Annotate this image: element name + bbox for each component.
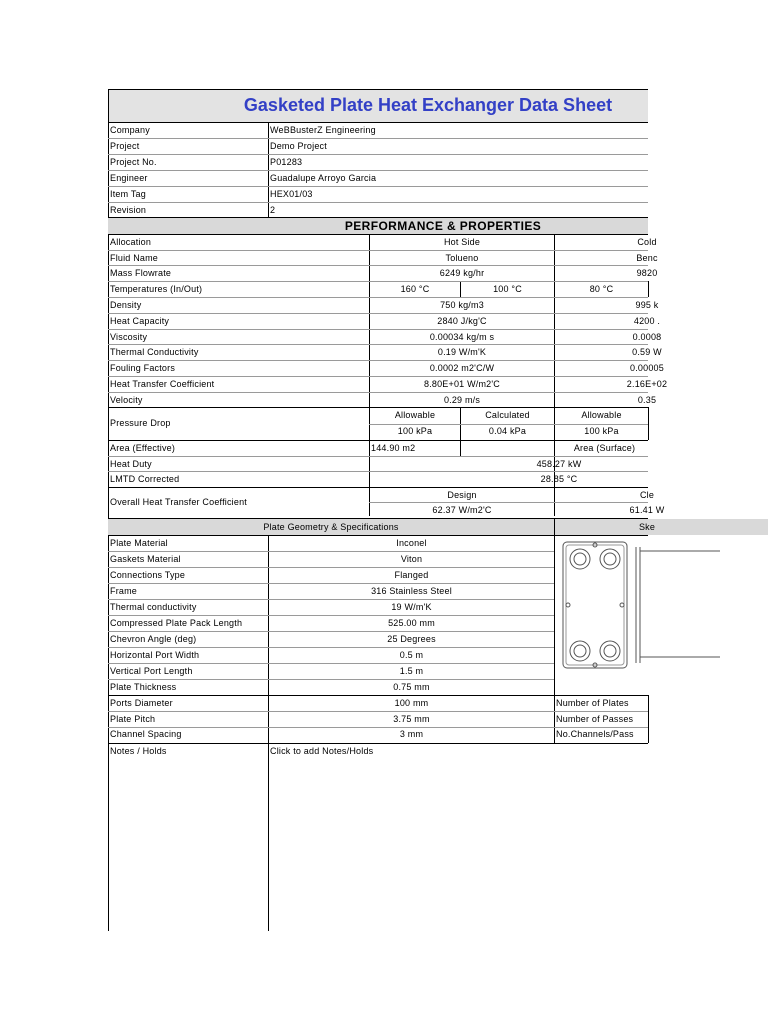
revision-value[interactable]: 2 [270, 205, 276, 215]
area-surface-label: Area (Surface) [573, 443, 636, 453]
cold-side-header: Cold [637, 237, 657, 247]
plate-thickness-value[interactable]: 0.75 mm [393, 682, 430, 692]
plate-thermal-conductivity-value[interactable]: 19 W/m'K [391, 602, 432, 612]
horizontal-port-width-label: Horizontal Port Width [110, 650, 200, 660]
overall-clean-label: Cle [639, 490, 655, 500]
vertical-port-length-value[interactable]: 1.5 m [399, 666, 424, 676]
htc-hot: 8.80E+01 W/m2'C [423, 379, 500, 389]
density-cold[interactable]: 995 k [635, 300, 659, 310]
channels-per-pass-label: No.Channels/Pass [556, 729, 634, 739]
density-hot[interactable]: 750 kg/m3 [440, 300, 484, 310]
pd-cold-allowable[interactable]: 100 kPa [584, 426, 619, 436]
plate-heat-exchanger-sketch-icon [560, 539, 720, 689]
area-effective-label: Area (Effective) [110, 443, 176, 453]
performance-heading: PERFORMANCE & PROPERTIES [344, 219, 542, 233]
viscosity-hot[interactable]: 0.00034 kg/m s [429, 332, 495, 342]
pd-hot-calculated: 0.04 kPa [488, 426, 527, 436]
ports-diameter-value[interactable]: 100 mm [394, 698, 429, 708]
lmtd-value: 28.85 °C [540, 474, 578, 484]
fluid-name-cold[interactable]: Benc [636, 253, 658, 263]
sheet-title: Gasketed Plate Heat Exchanger Data Sheet [243, 95, 613, 115]
overall-design-value: 62.37 W/m2'C [432, 505, 492, 515]
frame-label: Frame [110, 586, 138, 596]
velocity-cold: 0.35 [637, 395, 657, 405]
hot-temp-in[interactable]: 160 °C [400, 284, 430, 294]
heat-duty-label: Heat Duty [110, 459, 152, 469]
thermal-conductivity-label: Thermal Conductivity [110, 347, 199, 357]
plate-pack-length-label: Compressed Plate Pack Length [110, 618, 243, 628]
company-value[interactable]: WeBBusterZ Engineering [270, 125, 376, 135]
fluid-name-hot[interactable]: Tolueno [445, 253, 479, 263]
revision-label: Revision [110, 205, 147, 215]
overall-design-label: Design [447, 490, 477, 500]
plate-thickness-label: Plate Thickness [110, 682, 177, 692]
notes-label: Notes / Holds [110, 746, 167, 756]
fouling-factors-hot[interactable]: 0.0002 m2'C/W [429, 363, 495, 373]
gaskets-material-label: Gaskets Material [110, 554, 181, 564]
velocity-label: Velocity [110, 395, 143, 405]
plate-pitch-label: Plate Pitch [110, 714, 156, 724]
fouling-factors-cold[interactable]: 0.00005 [630, 363, 664, 373]
vertical-port-length-label: Vertical Port Length [110, 666, 193, 676]
channel-spacing-label: Channel Spacing [110, 729, 182, 739]
pd-allowable-label: Allowable [394, 410, 436, 420]
gaskets-material-value[interactable]: Viton [400, 554, 423, 564]
pd-calculated-label: Calculated [485, 410, 530, 420]
geometry-heading: Plate Geometry & Specifications [263, 522, 399, 532]
item-tag-value[interactable]: HEX01/03 [270, 189, 313, 199]
thermal-conductivity-cold[interactable]: 0.59 W [632, 347, 662, 357]
notes-field[interactable]: Click to add Notes/Holds [270, 746, 374, 756]
pressure-drop-label: Pressure Drop [110, 418, 171, 428]
connections-type-label: Connections Type [110, 570, 186, 580]
mass-flowrate-cold[interactable]: 9820 [636, 268, 658, 278]
heat-duty-value: 458.27 kW [536, 459, 582, 469]
plate-pack-length-value[interactable]: 525.00 mm [388, 618, 435, 628]
plate-material-label: Plate Material [110, 538, 168, 548]
pd-cold-allowable-label: Allowable [581, 410, 622, 420]
cold-temp-in[interactable]: 80 °C [589, 284, 614, 294]
velocity-hot: 0.29 m/s [443, 395, 481, 405]
heat-capacity-label: Heat Capacity [110, 316, 170, 326]
plate-pitch-value[interactable]: 3.75 mm [393, 714, 430, 724]
fluid-name-label: Fluid Name [110, 253, 159, 263]
ports-diameter-label: Ports Diameter [110, 698, 173, 708]
item-tag-label: Item Tag [110, 189, 146, 199]
htc-label: Heat Transfer Coefficient [110, 379, 215, 389]
heat-capacity-hot[interactable]: 2840 J/kg'C [437, 316, 487, 326]
hot-side-header: Hot Side [443, 237, 481, 247]
number-of-passes-label: Number of Passes [556, 714, 634, 724]
heat-capacity-cold[interactable]: 4200 . [633, 316, 661, 326]
chevron-angle-value[interactable]: 25 Degrees [387, 634, 436, 644]
overall-clean-value: 61.41 W [629, 505, 665, 515]
number-of-plates-label: Number of Plates [556, 698, 629, 708]
mass-flowrate-hot[interactable]: 6249 kg/hr [439, 268, 485, 278]
project-no-label: Project No. [110, 157, 157, 167]
htc-cold: 2.16E+02 [626, 379, 668, 389]
plate-thermal-conductivity-label: Thermal conductivity [110, 602, 197, 612]
channel-spacing-value[interactable]: 3 mm [399, 729, 424, 739]
horizontal-port-width-value[interactable]: 0.5 m [399, 650, 424, 660]
engineer-value[interactable]: Guadalupe Arroyo Garcia [270, 173, 377, 183]
plate-material-value[interactable]: Inconel [396, 538, 427, 548]
sketch-heading: Ske [638, 522, 656, 532]
thermal-conductivity-hot[interactable]: 0.19 W/m'K [437, 347, 487, 357]
connections-type-value[interactable]: Flanged [394, 570, 429, 580]
project-label: Project [110, 141, 140, 151]
mass-flowrate-label: Mass Flowrate [110, 268, 172, 278]
density-label: Density [110, 300, 142, 310]
hot-temp-out[interactable]: 100 °C [493, 284, 522, 294]
data-sheet [108, 89, 768, 931]
viscosity-label: Viscosity [110, 332, 148, 342]
lmtd-label: LMTD Corrected [110, 474, 180, 484]
allocation-label: Allocation [110, 237, 152, 247]
project-value[interactable]: Demo Project [270, 141, 327, 151]
project-no-value[interactable]: P01283 [270, 157, 303, 167]
company-label: Company [110, 125, 150, 135]
fouling-factors-label: Fouling Factors [110, 363, 176, 373]
chevron-angle-label: Chevron Angle (deg) [110, 634, 197, 644]
frame-value[interactable]: 316 Stainless Steel [371, 586, 452, 596]
viscosity-cold[interactable]: 0.0008 [632, 332, 662, 342]
engineer-label: Engineer [110, 173, 148, 183]
area-effective-value: 144.90 m2 [371, 443, 416, 453]
temperatures-label: Temperatures (In/Out) [110, 284, 203, 294]
overall-htc-label: Overall Heat Transfer Coefficient [110, 497, 247, 507]
pd-hot-allowable[interactable]: 100 kPa [397, 426, 433, 436]
